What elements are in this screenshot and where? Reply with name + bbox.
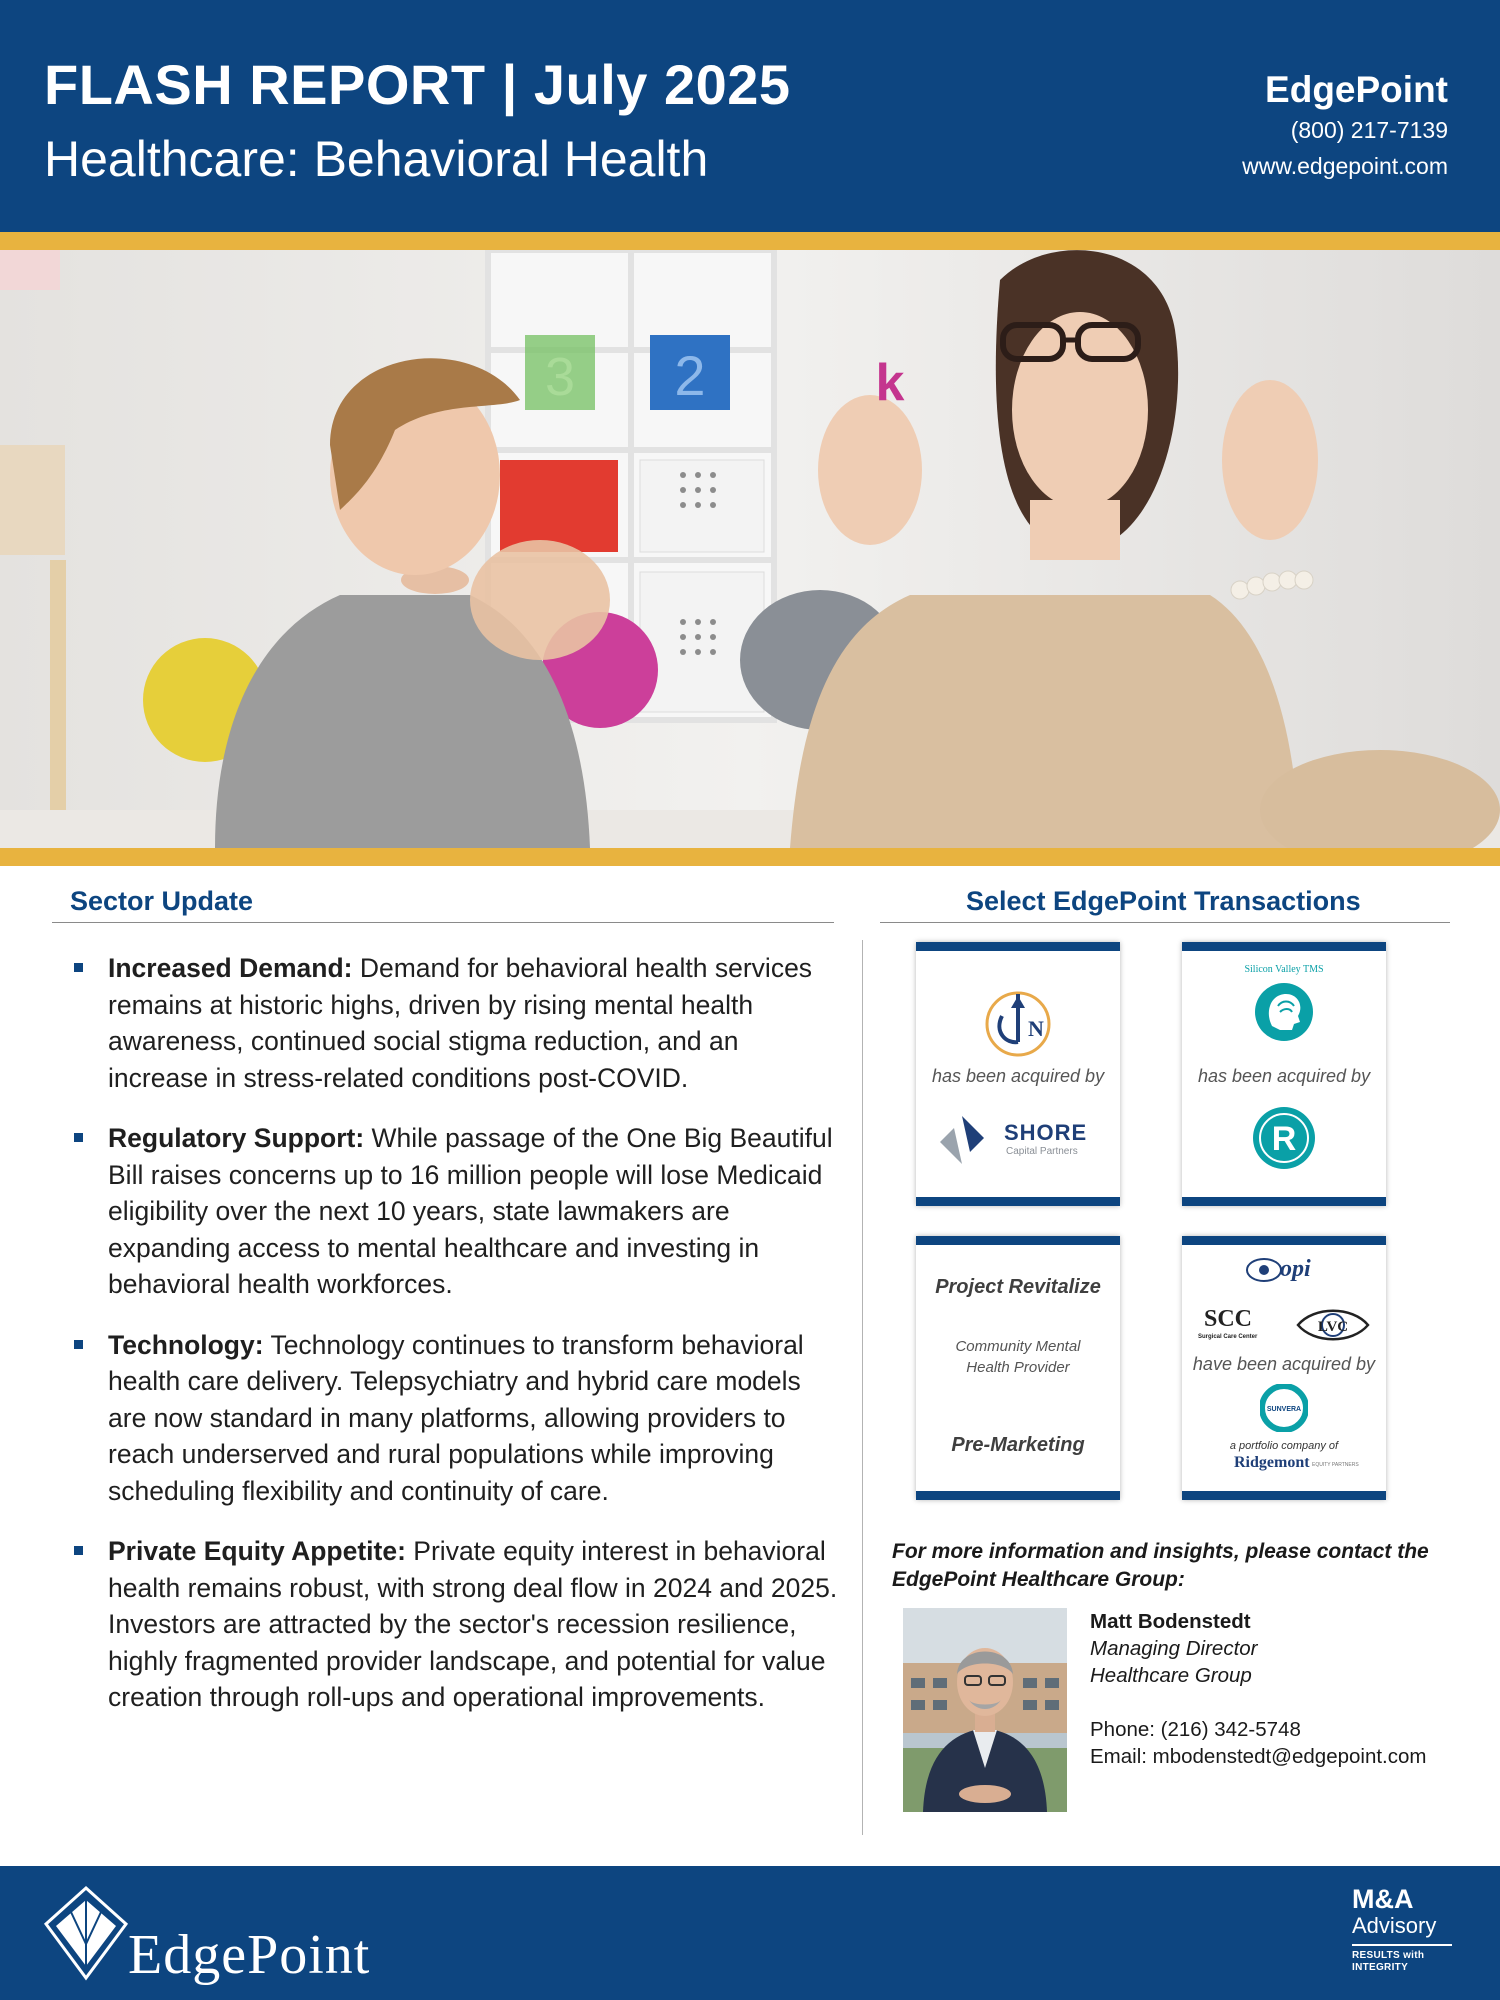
opi-logo-text: opi xyxy=(1280,1256,1311,1282)
gold-divider-top xyxy=(0,232,1500,250)
card-bottom-bar xyxy=(916,1197,1120,1206)
column-divider xyxy=(862,940,863,1835)
ma-advisory-badge xyxy=(1352,1884,1452,1974)
contact-title-line1: Managing Director xyxy=(1090,1637,1258,1660)
acquisition-text: has been acquired by xyxy=(931,1066,1105,1086)
contact-phone[interactable]: Phone: (216) 342-5748 xyxy=(1090,1718,1301,1741)
badge-line1: RESULTS with xyxy=(1352,1950,1425,1961)
bullet-title: Increased Demand: xyxy=(108,953,353,983)
scc-logo-sub: Surgical Care Center xyxy=(1198,1334,1258,1340)
report-header xyxy=(0,0,1500,232)
report-title: FLASH REPORT | July 2025 xyxy=(44,53,791,116)
badge-mid: Advisory xyxy=(1352,1913,1437,1938)
contact-title-line2: Healthcare Group xyxy=(1090,1664,1252,1687)
seller-logo-icon xyxy=(978,982,1058,1062)
head-logo-icon xyxy=(1254,980,1314,1044)
gold-divider-bottom xyxy=(0,848,1500,866)
header-contact-block xyxy=(1242,68,1448,184)
card-bottom-bar xyxy=(1182,1491,1386,1500)
svg-text:N: N xyxy=(1028,1016,1044,1041)
bullet-text: Technology continues to transform behavioral health care delivery. Telepsychiatry and hybrid care models are now standard in many platforms, allowing providers to reach underserved and rural populations while improving scheduling flexibility and continuity of care. xyxy=(108,1329,804,1506)
svg-text:2: 2 xyxy=(674,344,706,407)
bullet-title: Private Equity Appetite: xyxy=(108,1536,406,1566)
lvc-logo-text: LVC xyxy=(1317,1319,1349,1335)
acquisition-text: have been acquired by xyxy=(1192,1354,1376,1374)
edgepoint-logo-icon xyxy=(42,1884,130,1982)
contact-portrait xyxy=(903,1608,1067,1812)
card-top-bar xyxy=(1182,1236,1386,1245)
bullet-text: Demand for behavioral health services remains at historic highs, driven by rising mental health awareness, continued social stigma reduction, and an increase in stress-related conditions post-COVID. xyxy=(108,953,813,1093)
header-website[interactable]: www.edgepoint.com xyxy=(1242,153,1448,179)
svg-text:k: k xyxy=(875,354,905,412)
report-footer xyxy=(0,1866,1500,2000)
contact-spacer xyxy=(1090,1689,1426,1716)
contact-info xyxy=(1090,1608,1426,1770)
sector-update-list xyxy=(70,950,840,1740)
bullet-text: While passage of the One Big Beautiful Bill raises concerns up to 16 million people will lose Medicaid eligibility over the next 10 years, state lawmakers are expanding access to mental healthcare and investing in behavioral health workforces. xyxy=(108,1123,833,1299)
bullet-text: Private equity interest in behavioral health remains robust, with strong deal flow in 2024 and 2025. Investors are attracted by the sector's recession resilience, highly fragmented provider landscape, and potential for value creation through roll-ups and operational improvements. xyxy=(108,1536,838,1712)
contact-name: Matt Bodenstedt xyxy=(1090,1610,1251,1633)
seller-name: Silicon Valley TMS xyxy=(1244,964,1324,975)
buyer-subtitle: Capital Partners xyxy=(1006,1146,1078,1157)
project-name: Project Revitalize xyxy=(935,1276,1101,1298)
transactions-rule xyxy=(880,922,1450,923)
buyer-name: SHORE xyxy=(1004,1120,1088,1145)
contact-email[interactable]: Email: mbodenstedt@edgepoint.com xyxy=(1090,1745,1427,1768)
shore-logo-icon xyxy=(936,1114,988,1166)
list-item xyxy=(70,1533,840,1716)
sector-update-rule xyxy=(52,922,834,923)
card-top-bar xyxy=(916,1236,1120,1245)
svg-text:R: R xyxy=(1271,1120,1297,1158)
card-bottom-bar xyxy=(1182,1197,1386,1206)
card-top-bar xyxy=(916,942,1120,951)
badge-top: M&A xyxy=(1352,1884,1414,1914)
opi-logo-icon xyxy=(1244,1252,1324,1286)
report-subtitle: Healthcare: Behavioral Health xyxy=(44,131,709,187)
buyer-r-logo-icon xyxy=(1252,1106,1316,1170)
bullet-title: Technology: xyxy=(108,1329,264,1360)
list-item xyxy=(70,1120,840,1303)
parent-logo-text: Ridgemont xyxy=(1234,1454,1310,1471)
hero-photo xyxy=(0,250,1500,848)
parent-logo-sub: EQUITY PARTNERS xyxy=(1312,1462,1359,1468)
list-item xyxy=(70,950,840,1096)
transaction-card-opi[interactable] xyxy=(1182,1236,1386,1500)
header-phone[interactable]: (800) 217-7139 xyxy=(1290,117,1448,143)
project-status: Pre-Marketing xyxy=(951,1434,1085,1456)
card-top-bar xyxy=(1182,942,1386,951)
project-desc-line2: Health Provider xyxy=(966,1359,1070,1376)
card-bottom-bar xyxy=(916,1491,1120,1500)
badge-line2: INTEGRITY xyxy=(1352,1962,1409,1973)
buyer-mark-text: SUNVERA xyxy=(1266,1406,1302,1413)
lvc-logo-icon xyxy=(1294,1306,1372,1344)
portfolio-text: a portfolio company of xyxy=(1229,1440,1339,1452)
transaction-card-project[interactable] xyxy=(916,1236,1120,1500)
transactions-heading: Select EdgePoint Transactions xyxy=(966,886,1361,916)
list-item xyxy=(70,1327,840,1510)
project-desc-line1: Community Mental xyxy=(955,1338,1081,1355)
transaction-card-shore[interactable] xyxy=(916,942,1120,1206)
transaction-card-tms[interactable] xyxy=(1182,942,1386,1206)
contact-intro: For more information and insights, please contact the EdgePoint Healthcare Group: xyxy=(892,1540,1429,1591)
sunvera-logo-icon xyxy=(1260,1384,1308,1432)
header-brand: EdgePoint xyxy=(1265,69,1448,110)
bullet-title: Regulatory Support: xyxy=(108,1123,365,1153)
sector-update-heading: Sector Update xyxy=(70,886,254,916)
badge-rule xyxy=(1352,1944,1452,1946)
scc-logo-text: SCC xyxy=(1204,1306,1253,1332)
footer-brand: EdgePoint xyxy=(128,1924,371,1986)
acquisition-text: has been acquired by xyxy=(1197,1066,1371,1086)
svg-text:3: 3 xyxy=(544,347,576,407)
